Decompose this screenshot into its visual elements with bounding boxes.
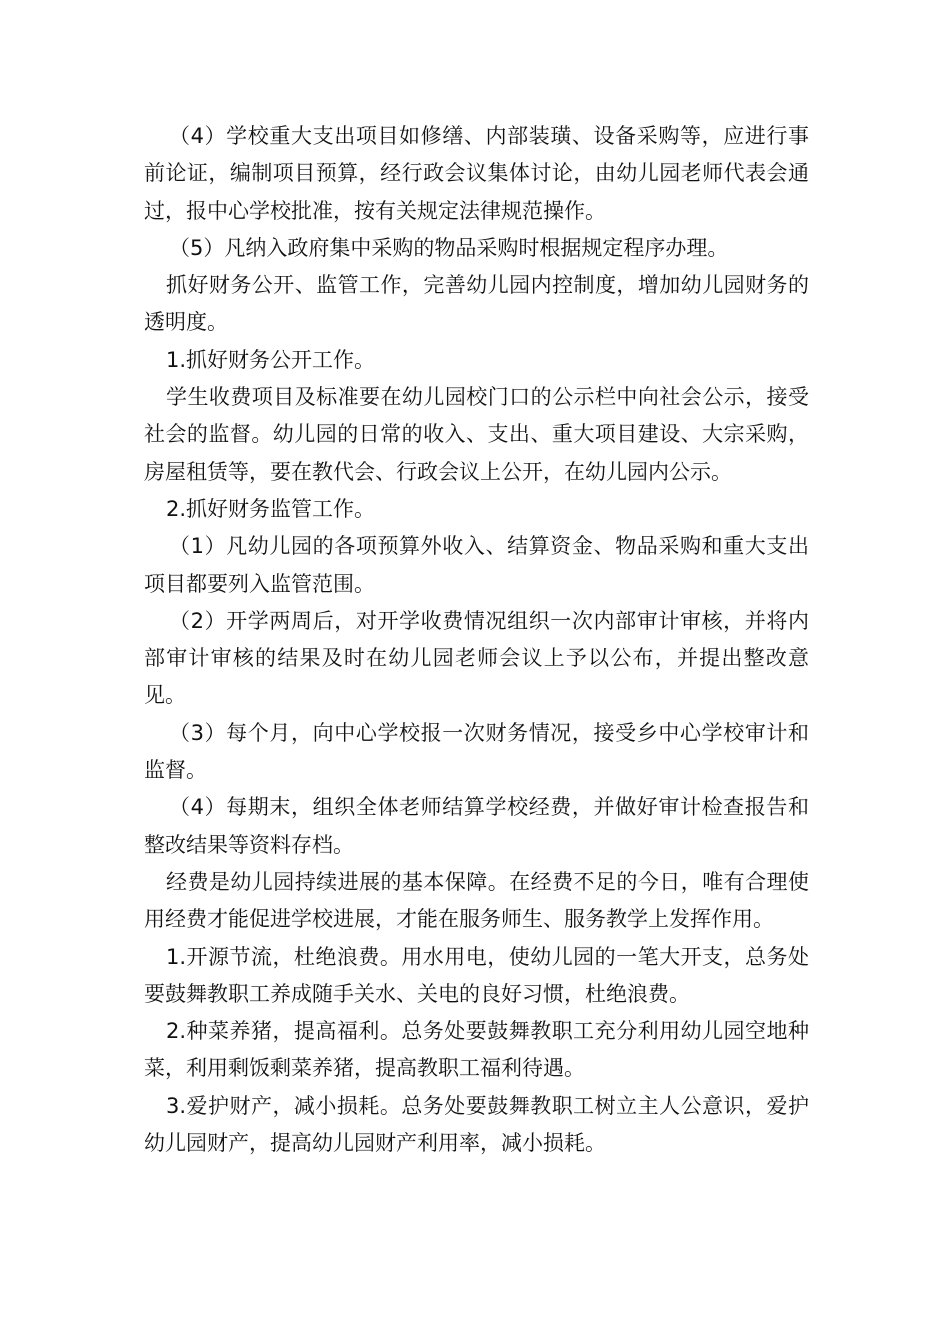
- paragraph-grow-vegetables: 2.种菜养猪，提高福利。总务处要鼓舞教职工充分利用幼儿园空地种菜，利用剩饭剩菜养猪，提高教职工福利待遇。: [144, 1019, 809, 1081]
- paragraph-protect-property: 3.爱护财产，减小损耗。总务处要鼓舞教职工树立主人公意识，爱护幼儿园财产，提高幼儿园财产利用率，减小损耗。: [144, 1093, 809, 1156]
- paragraph-heading-disclosure: 1.抓好财务公开工作。: [166, 347, 376, 372]
- paragraph-heading-supervision: 2.抓好财务监管工作。: [166, 496, 376, 521]
- paragraph-supervision-item-4: （4）每期末，组织全体老师结算学校经费，并做好审计检查报告和整改结果等资料存档。: [144, 795, 809, 857]
- document-body: [144, 118, 809, 1162]
- paragraph-item-4-major-expenditure: （4）学校重大支出项目如修缮、内部装璜、设备采购等，应进行事前论证，编制项目预算，经行政会议集体讨论，由幼儿园老师代表会通过，报中心学校批准，按有关规定法律规范操作。: [144, 124, 809, 223]
- paragraph-finance-disclosure-intro: 抓好财务公开、监管工作，完善幼儿园内控制度，增加幼儿园财务的透明度。: [144, 273, 809, 335]
- paragraph-supervision-item-3: （3）每个月，向中心学校报一次财务情况，接受乡中心学校审计和监督。: [144, 720, 809, 783]
- paragraph-save-resources: 1.开源节流，杜绝浪费。用水用电，使幼儿园的一笔大开支，总务处要鼓舞教职工养成随手关水、关电的良好习惯，杜绝浪费。: [144, 944, 809, 1006]
- paragraph-fee-publicity: 学生收费项目及标准要在幼儿园校门口的公示栏中向社会公示，接受社会的监督。幼儿园的日常的收入、支出、重大项目建设、大宗采购，房屋租赁等，要在教代会、行政会议上公开，在幼儿园内公示。: [144, 385, 809, 484]
- paragraph-item-5-government-procurement: （5）凡纳入政府集中采购的物品采购时根据规定程序办理。: [169, 235, 729, 260]
- paragraph-supervision-item-2: （2）开学两周后，对开学收费情况组织一次内部审计审核，并将内部审计审核的结果及时在幼儿园老师会议上予以公布，并提出整改意见。: [144, 608, 809, 708]
- paragraph-supervision-item-1: （1）凡幼儿园的各项预算外收入、结算资金、物品采购和重大支出项目都要列入监管范围。: [144, 534, 809, 596]
- paragraph-funding-guarantee: 经费是幼儿园持续进展的基本保障。在经费不足的今日，唯有合理使用经费才能促进学校进展，才能在服务师生、服务教学上发挥作用。: [144, 869, 809, 932]
